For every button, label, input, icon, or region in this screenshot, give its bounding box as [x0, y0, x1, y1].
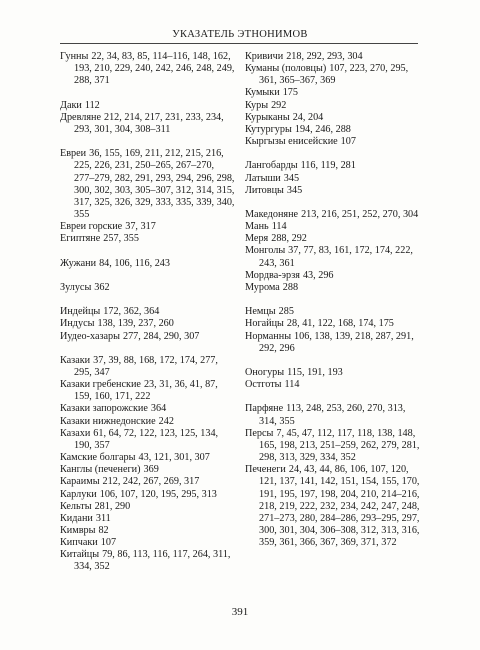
- entry-gap: [60, 87, 236, 99]
- index-entry-pages: 277, 284, 290, 307: [122, 330, 200, 342]
- entry-gap: [245, 148, 420, 160]
- index-entry: [245, 270, 420, 282]
- index-column-left: [60, 51, 236, 574]
- index-entry: [245, 124, 420, 136]
- index-entry-pages: 37, 317: [125, 221, 156, 233]
- index-entry-pages: 79, 86, 113, 116, 117, 264, 311, 334, 352: [74, 549, 231, 573]
- index-entry-pages: 36, 155, 169, 211, 212, 215, 216, 225, 226, 231, 250–265, 267–270, 277–279, 282, 291, 293, 294, 296, 298, 300, 302, 303, 305–307, 312, 314, 315, 317, 325, 326, 329, 333, 335, 339, 340, 355: [74, 148, 235, 220]
- index-entry-name: Меря: [245, 233, 269, 245]
- index-entry: [245, 63, 420, 87]
- index-entry: [60, 233, 236, 245]
- index-entry-name: Евреи горские: [60, 221, 123, 233]
- index-column-right: [245, 51, 420, 549]
- index-entry-pages: 107: [100, 537, 117, 549]
- index-entry-pages: 257, 355: [103, 233, 139, 245]
- index-entry-pages: 7, 45, 47, 112, 117, 118, 138, 148, 165, 198, 213, 251–259, 262, 279, 281, 298, 313, 329, 334, 352: [259, 427, 420, 464]
- index-entry-name: Евреи: [60, 148, 87, 160]
- index-entry-pages: 61, 64, 72, 122, 123, 125, 134, 190, 357: [74, 427, 219, 451]
- index-entry: [245, 403, 420, 427]
- index-entry-pages: 37, 39, 88, 168, 172, 174, 277, 295, 347: [74, 354, 218, 378]
- entry-gap: [245, 391, 420, 403]
- index-entry: [60, 537, 236, 549]
- entry-gap: [60, 343, 236, 355]
- header-rule: [60, 43, 418, 44]
- index-entry-name: Лангобарды: [245, 160, 298, 172]
- index-entry-name: Печенеги: [245, 464, 286, 476]
- index-entry-name: Зулусы: [60, 281, 92, 293]
- index-entry-name: Латыши: [245, 172, 281, 184]
- index-entry: [245, 379, 420, 391]
- index-entry-name: Мурома: [245, 281, 280, 293]
- index-entry: [245, 51, 420, 63]
- index-entry-name: Индусы: [60, 318, 95, 330]
- index-entry-name: Литовцы: [245, 184, 284, 196]
- index-entry: [245, 221, 420, 233]
- index-entry: [60, 549, 236, 573]
- index-entry: [60, 148, 236, 221]
- index-entry-pages: 213, 216, 251, 252, 270, 304: [301, 209, 419, 220]
- index-entry-name: Кипчаки: [60, 537, 98, 549]
- index-entry-pages: 212, 242, 267, 269, 317: [102, 476, 200, 488]
- index-entry-pages: 37, 77, 83, 161, 172, 174, 222, 243, 361: [259, 245, 413, 269]
- index-entry-pages: 172, 362, 364: [103, 306, 160, 318]
- index-entry: [60, 501, 236, 513]
- index-entry-pages: 362: [94, 281, 110, 293]
- index-entry-name: Жужани: [60, 257, 97, 269]
- index-entry: [60, 355, 236, 379]
- index-entry-pages: 113, 248, 253, 260, 270, 313, 314, 355: [259, 403, 406, 427]
- index-entry: [245, 100, 420, 112]
- index-entry-name: Китайцы: [60, 549, 100, 561]
- index-entry-name: Кидани: [60, 512, 93, 524]
- index-entry-name: Кыргызы енисейские: [245, 136, 338, 148]
- index-entry-name: Мордва-эрзя: [245, 269, 300, 281]
- index-entry: [245, 282, 420, 294]
- index-entry-pages: 311: [95, 512, 111, 524]
- index-entry: [245, 160, 420, 172]
- index-entry-name: Норманны: [245, 330, 292, 342]
- index-entry-name: Казаки: [60, 354, 91, 366]
- index-entry: [60, 452, 236, 464]
- index-entry-name: Кумыки: [245, 87, 280, 99]
- index-entry-name: Парфяне: [245, 403, 284, 415]
- index-entry-pages: 24, 204: [292, 111, 324, 123]
- index-entry: [60, 476, 236, 488]
- index-entry: [60, 428, 236, 452]
- index-entry-name: Гунны: [60, 51, 89, 62]
- entry-gap: [60, 270, 236, 282]
- index-entry-pages: 84, 106, 116, 243: [99, 257, 170, 269]
- index-entry-name: Иудео-хазары: [60, 330, 120, 342]
- index-entry: [60, 513, 236, 525]
- index-entry: [60, 51, 236, 87]
- index-entry: [245, 233, 420, 245]
- index-entry-name: Кутургуры: [245, 123, 292, 135]
- index-entry: [60, 221, 236, 233]
- index-entry-pages: 345: [283, 172, 300, 184]
- index-entry-name: Куры: [245, 99, 269, 111]
- index-entry-name: Немцы: [245, 306, 276, 318]
- index-entry: [60, 331, 236, 343]
- index-entry: [60, 525, 236, 537]
- index-entry-name: Оногуры: [245, 367, 285, 378]
- index-entry: [60, 306, 236, 318]
- index-entry-pages: 106, 138, 139, 218, 287, 291, 292, 296: [259, 330, 414, 354]
- entry-gap: [60, 245, 236, 257]
- index-entry-name: Македоняне: [245, 209, 299, 220]
- index-entry: [245, 318, 420, 330]
- index-entry-name: Караимы: [60, 476, 100, 488]
- index-entry-pages: 138, 139, 237, 260: [97, 318, 174, 330]
- index-entry-name: Казаки запорожские: [60, 403, 148, 415]
- entry-gap: [245, 294, 420, 306]
- index-entry: [245, 428, 420, 464]
- index-entry-name: Казахи: [60, 427, 91, 439]
- index-entry: [245, 367, 420, 379]
- index-entry-pages: 22, 34, 83, 85, 114–116, 148, 162, 193, 210, 229, 240, 242, 246, 248, 249, 288, 371: [74, 51, 235, 87]
- index-entry-pages: 23, 31, 36, 41, 87, 159, 160, 171, 222: [74, 379, 218, 403]
- index-entry-name: Казаки гребенские: [60, 379, 141, 391]
- index-entry-pages: 281, 290: [94, 500, 131, 512]
- index-entry-pages: 82: [98, 525, 109, 536]
- index-entry-name: Мань: [245, 221, 269, 233]
- index-entry: [60, 379, 236, 403]
- entry-gap: [60, 294, 236, 306]
- index-entry-pages: 212, 214, 217, 231, 233, 234, 293, 301, 304, 308–311: [74, 111, 224, 135]
- index-entry-pages: 292: [271, 99, 287, 111]
- index-entry-name: Монголы: [245, 245, 286, 257]
- index-entry-name: Даки: [60, 99, 82, 111]
- index-entry-pages: 345: [286, 184, 303, 196]
- index-entry-name: Казаки нижнедонские: [60, 415, 156, 427]
- index-entry: [60, 318, 236, 330]
- index-entry-name: Кривичи: [245, 51, 284, 62]
- index-entry-name: Древляне: [60, 111, 101, 123]
- index-entry-name: Канглы (печенеги): [60, 464, 141, 476]
- index-entry-pages: 114: [271, 221, 287, 233]
- index-entry: [60, 112, 236, 136]
- index-entry-pages: 114: [284, 379, 300, 391]
- entry-gap: [245, 197, 420, 209]
- index-entry-pages: 285: [278, 306, 294, 318]
- index-entry-name: Камские болгары: [60, 452, 136, 464]
- index-entry: [245, 331, 420, 355]
- index-entry-pages: 218, 292, 293, 304: [286, 51, 363, 62]
- index-entry-pages: 242: [158, 415, 174, 427]
- index-entry-pages: 175: [282, 87, 298, 99]
- entry-gap: [245, 355, 420, 367]
- index-entry-name: Остготы: [245, 379, 282, 391]
- index-entry-name: Кимвры: [60, 525, 96, 536]
- index-entry: [60, 403, 236, 415]
- index-entry: [245, 173, 420, 185]
- index-entry-name: Индейцы: [60, 306, 101, 318]
- index-entry-name: Курыканы: [245, 111, 290, 123]
- index-entry-name: Ногайцы: [245, 318, 284, 330]
- index-entry: [245, 112, 420, 124]
- index-entry: [245, 306, 420, 318]
- running-header: УКАЗАТЕЛЬ ЭТНОНИМОВ: [172, 29, 308, 40]
- index-entry-pages: 288: [282, 281, 299, 293]
- index-entry: [60, 464, 236, 476]
- index-entry: [60, 489, 236, 501]
- index-entry-pages: 369: [143, 464, 159, 476]
- index-entry-name: Египтяне: [60, 233, 101, 245]
- index-entry-pages: 107: [340, 136, 356, 148]
- index-entry: [245, 87, 420, 99]
- index-entry-name: Куманы (половцы): [245, 63, 327, 75]
- index-entry-pages: 115, 191, 193: [287, 367, 343, 378]
- index-entry-pages: 24, 43, 44, 86, 106, 107, 120, 121, 137, 141, 142, 151, 154, 155, 170, 191, 195, 197, 198, 204, 210, 214–216, 218, 219, 222, 232, 234, 242, 247, 248, 271–273, 280, 284–286, 293–295, 297, 300, 301, 304, 306–308, 312, 313, 316, 359, 361, 366, 367, 369, 371, 372: [259, 464, 420, 549]
- index-entry-pages: 364: [150, 403, 167, 415]
- index-entry-pages: 43, 121, 301, 307: [138, 452, 210, 464]
- index-entry: [245, 136, 420, 148]
- index-entry-pages: 194, 246, 288: [294, 123, 351, 135]
- index-entry: [60, 282, 236, 294]
- index-entry-name: Карлуки: [60, 488, 97, 500]
- index-entry: [245, 464, 420, 549]
- index-entry-pages: 28, 41, 122, 168, 174, 175: [286, 318, 394, 330]
- index-entry: [245, 185, 420, 197]
- index-entry-pages: 43, 296: [302, 269, 334, 281]
- index-entry: [60, 258, 236, 270]
- page-number: 391: [231, 606, 249, 618]
- entry-gap: [60, 136, 236, 148]
- index-entry-pages: 288, 292: [271, 233, 307, 245]
- index-entry-pages: 116, 119, 281: [300, 160, 356, 172]
- index-entry-pages: 112: [84, 99, 100, 111]
- index-entry: [60, 416, 236, 428]
- index-entry: [245, 209, 420, 221]
- index-entry: [60, 100, 236, 112]
- index-entry-pages: 107, 223, 270, 295, 361, 365–367, 369: [259, 63, 409, 87]
- index-entry-pages: 106, 107, 120, 195, 295, 313: [99, 488, 217, 500]
- index-entry-name: Персы: [245, 427, 274, 439]
- index-entry: [245, 245, 420, 269]
- index-entry-name: Кельты: [60, 500, 92, 512]
